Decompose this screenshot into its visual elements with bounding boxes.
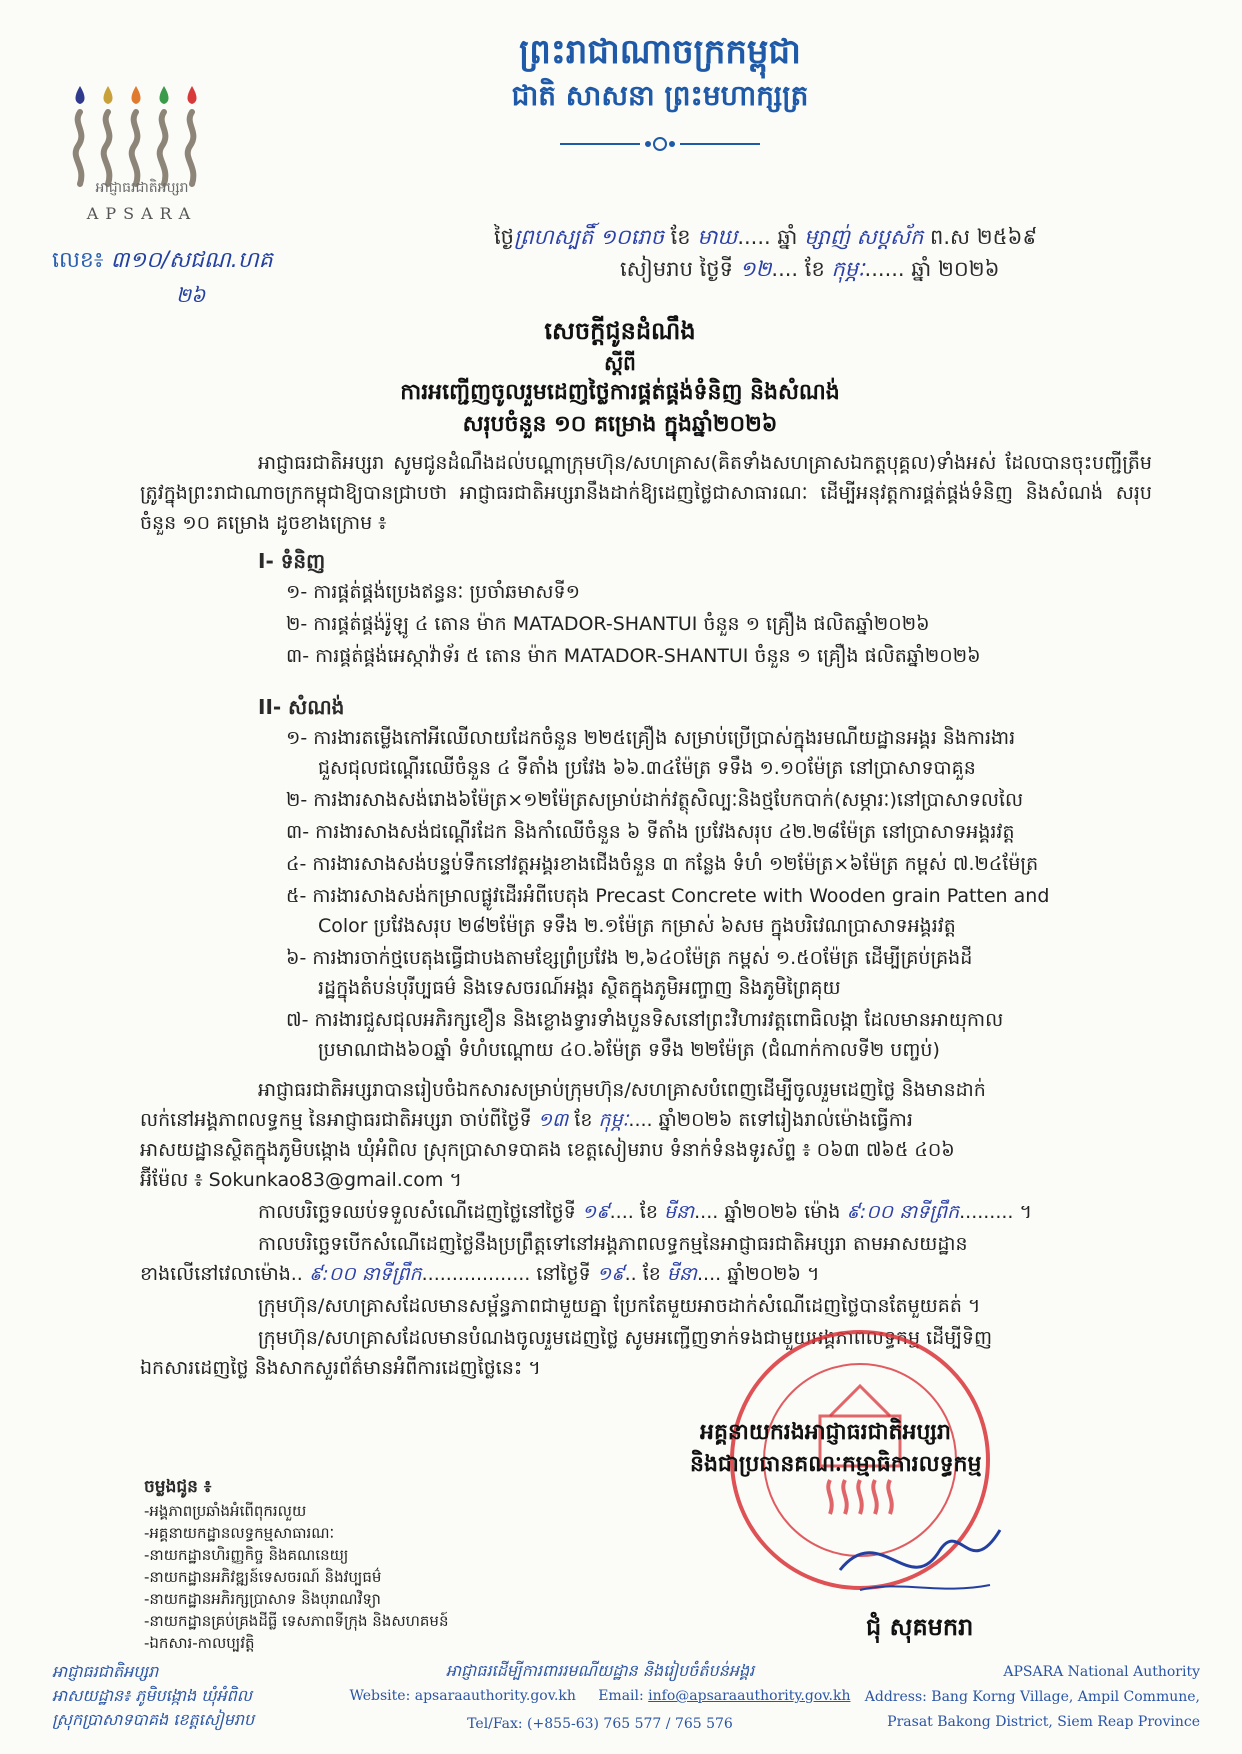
construction-item: ៤- ការងារសាងសង់បន្ទប់ទឹកនៅវត្តអង្គរខាងជើងចំនួន ៣ កន្លែង ទំហំ ១២ម៉ែត្រ×៦ម៉ែត្រ កម្ពស់ ៧.២៤ម៉ែត្រ — [286, 853, 1039, 875]
kingdom-title: ព្រះរាជាណាចក្រកម្ពុជា — [519, 32, 801, 72]
signatory-title: អគ្គនាយករងអាជ្ញាធរជាតិអប្សរា — [700, 1420, 951, 1445]
documents-sale-line: លក់នៅអង្គភាពលទ្ធកម្ម នៃអាជ្ញាធរជាតិអប្សរា ចាប់ពីថ្ងៃទី ១៣ ខែ កុម្ភៈ.... ឆ្នាំ២០២៦ តទៅរៀងរាល់ម៉ោងធ្វើការ — [140, 1109, 913, 1131]
footer-tel: Tel/Fax: (+855-63) 765 577 / 765 576 — [467, 1716, 733, 1732]
deadline-text: កាលបរិច្ឆេទឈប់ទទួលសំណើដេញថ្លៃនៅថ្ងៃទី — [258, 1201, 576, 1223]
intro-paragraph: អាជ្ញាធរជាតិអប្សរា សូមជូនដំណឹងដល់បណ្តាក្រុមហ៊ុន/សហគ្រាស(គិតទាំងសហគ្រាសឯកត្តបុគ្គល)ទាំងអស់ ដែលបានចុះបញ្ជីត្រឹមត្រូវក្នុងព្រះរាជាណាចក្រកម្ពុជាឱ្យបានជ្រាបថា អាជ្ញាធរជាតិអប្សរានឹងដាក់ឱ្យដេញថ្លៃជាសាធារណៈ ដើម្បីអនុវត្តការផ្គត់ផ្គង់ទំនិញ និងសំណង់ សរុបចំនួន ១០ គម្រោង ដូចខាងក្រោម ៖ — [140, 452, 1152, 534]
solar-month-label: ខែ — [804, 257, 825, 281]
solar-day: ១២ — [739, 257, 772, 281]
footer-left — [52, 1660, 254, 1732]
deadline-time: ៩:០០ នាទីព្រឹក — [846, 1201, 960, 1223]
construction-item: ៦- ការងារចាក់ថ្មបេតុងធ្វើជាបងតាមខ្សែព្រំប្រវែង ២,៦៤០ម៉ែត្រ កម្ពស់ ១.៥០ម៉ែត្រ ដើម្បីគ្រប់គ្រងដី — [286, 947, 973, 969]
solar-month: កុម្ភៈ — [831, 257, 865, 281]
footer-district-km: ស្រុកប្រាសាទបាគង ខេត្តសៀមរាប — [52, 1710, 255, 1729]
cc-item: -នាយកដ្ឋានហិរញ្ញកិច្ច និងគណនេយ្យ — [144, 1546, 349, 1564]
lunar-year: ម្សាញ់ សប្តស័ក — [804, 225, 924, 249]
opening-time-label: ខាងលើនៅវេលាម៉ោង — [140, 1263, 291, 1285]
reference-number — [52, 246, 273, 278]
section-construction-heading: II- សំណង់ — [258, 695, 345, 719]
construction-item: ២- ការងារសាងសង់រោង៦ម៉ែត្រ×១២ម៉ែត្រសម្រាប់ដាក់វត្ថុសិល្បៈនិងថ្មបែកបាក់(សម្ភារៈ)នៅប្រាសាទលលៃ — [286, 789, 1024, 811]
email-line: អ៊ីម៉ែល ៖ Sokunkao83@gmail.com ។ — [140, 1169, 462, 1191]
buddhist-era: ព.ស ២៥៦៩ — [930, 225, 1038, 249]
opening-month: មីនា — [666, 1263, 697, 1285]
opening-time-line: ខាងលើនៅវេលាម៉ោង.. ៩:០០ នាទីព្រឹក.................. នៅថ្ងៃទី ១៩.. ខែ មីនា.... ឆ្នាំ២០២៦ ។ — [140, 1263, 820, 1285]
notice-subject: ការអញ្ជើញចូលរួមដេញថ្លៃការផ្គត់ផ្គង់ទំនិញ និងសំណង់ — [400, 380, 840, 405]
footer-address-km: អាសយដ្ឋាន៖ ភូមិបង្កោង ឃុំអំពិល — [52, 1686, 253, 1705]
opening-day: ១៩ — [596, 1263, 625, 1285]
lunar-year-label: ឆ្នាំ — [777, 225, 798, 249]
logo-drops — [76, 86, 197, 104]
deadline-month: មីនា — [663, 1201, 695, 1223]
goods-item: ៣- ការផ្គត់ផ្គង់អេស្កាវ៉ាទ័រ ៥ តោន ម៉ាក MATADOR-SHANTUI ចំនួន ១ គ្រឿង ផលិតឆ្នាំ២០២៦ — [286, 645, 981, 667]
construction-item: ១- ការងារតម្លើងកៅអីឈើលាយដែកចំនួន ២២៥គ្រឿង សម្រាប់ប្រើប្រាស់ក្នុងរមណីយដ្ឋានអង្គរ និងការងារ — [286, 727, 1016, 749]
sale-text: លក់នៅអង្គភាពលទ្ធកម្ម នៃអាជ្ញាធរជាតិអប្សរា ចាប់ពីថ្ងៃទី — [140, 1109, 532, 1131]
opening-day-label: នៅថ្ងៃទី — [536, 1263, 591, 1285]
solar-date: សៀមរាប ថ្ងៃទី ១២.... ខែ កុម្ភៈ...... ឆ្នាំ ២០២៦ — [620, 257, 1000, 281]
footer-website[interactable]: Website: apsaraauthority.gov.kh — [349, 1688, 576, 1704]
signatory-role: និងជាប្រធានគណៈកម្មាធិការលទ្ធកម្ម — [690, 1452, 982, 1477]
cc-title: ចម្លងជូន ៖ — [144, 1477, 212, 1497]
solar-year-label: ឆ្នាំ — [911, 257, 932, 281]
affiliation-note: ក្រុមហ៊ុន/សហគ្រាសដែលមានសម្ព័ន្ធភាពជាមួយគ្នា ប្រែកតែមួយអាចដាក់សំណើដេញថ្លៃបានតែមួយគត់ ។ — [258, 1295, 981, 1317]
national-motto: ជាតិ សាសនា ព្រះមហាក្សត្រ — [511, 79, 809, 112]
divider-ornament — [560, 134, 760, 154]
cc-item: -អង្គភាពប្រឆាំងអំពើពុករលួយ — [144, 1502, 307, 1520]
solar-year: ២០២៦ — [937, 257, 1000, 281]
handwritten-signature — [820, 1500, 1020, 1610]
lunar-prefix: ថ្ងៃ — [494, 225, 514, 249]
deadline-end: ។ — [1019, 1201, 1033, 1223]
ref-suffix: ២៦ — [176, 283, 206, 307]
deadline-line: កាលបរិច្ឆេទឈប់ទទួលសំណើដេញថ្លៃនៅថ្ងៃទី ១៩.... ខែ មីនា.... ឆ្នាំ២០២៦ ម៉ោង ៩:០០ នាទីព្រឹក......... ។ — [258, 1201, 1033, 1223]
goods-item: ១- ការផ្គត់ផ្គង់ប្រេងឥន្ធនៈ ប្រចាំឆមាសទី១ — [286, 581, 580, 603]
section-goods-heading: I- ទំនិញ — [258, 549, 326, 573]
lunar-day: ព្រហស្បតិ៍ ១០រោច — [514, 225, 664, 249]
footer-mission: អាជ្ញាធរដើម្បីការពាររមណីយដ្ឋាន និងរៀបចំតំបន់អង្គរ — [445, 1661, 755, 1680]
opening-month-label: ខែ — [642, 1263, 661, 1285]
cc-item: -ឯកសារ-កាលប្បវត្តិ — [144, 1634, 255, 1652]
construction-item: ៧- ការងារជួសជុលអភិរក្សខឿន និងខ្លោងទ្វារទាំងបួនទិសនៅព្រះវិហារវត្តពោធិលង្កា ដែលមានអាយុកាល — [286, 1009, 1004, 1031]
contact-note: ក្រុមហ៊ុន/សហគ្រាសដែលមានបំណងចូលរួមដេញថ្លៃ សូមអញ្ជើញទាក់ទងជាមួយអង្គភាពលទ្ធកម្ម ដើម្បីទិញ — [258, 1327, 993, 1349]
lunar-date: ថ្ងៃព្រហស្បតិ៍ ១០រោច ខែ មាឃ..... ឆ្នាំ ម្សាញ់ សប្តស័ក ព.ស ២៥៦៩ — [494, 225, 1038, 249]
goods-item: ២- ការផ្គត់ផ្គង់រ៉ូឡូ ៤ តោន ម៉ាក MATADOR-SHANTUI ចំនួន ១ គ្រឿង ផលិតឆ្នាំ២០២៦ — [286, 613, 930, 635]
footer-email-label: Email: — [598, 1688, 644, 1704]
construction-item: ៥- ការងារសាងសង់កម្រាលផ្លូវដើរអំពីបេតុង Precast Concrete with Wooden grain Patten and — [286, 885, 1050, 907]
signatory-name: ជុំ សុគមករា — [866, 1613, 974, 1641]
lunar-month: មាឃ — [697, 225, 738, 249]
opening-year-text: ឆ្នាំ២០២៦ ។ — [727, 1263, 820, 1285]
logo-name: APSARA — [86, 204, 198, 223]
footer-district-en: Prasat Bakong District, Siem Reap Province — [887, 1714, 1200, 1730]
solar-prefix: សៀមរាប ថ្ងៃទី — [620, 257, 733, 281]
construction-item-cont: ប្រមាណជាង៦០ឆ្នាំ ទំហំបណ្តោយ ៤០.៦ម៉ែត្រ ទទឹង ២២ម៉ែត្រ (ជំណាក់កាលទី២ បញ្ចប់) — [318, 1039, 940, 1061]
cc-item: -នាយកដ្ឋានគ្រប់គ្រងដីធ្លី ទេសភាពទីក្រុង និងសហគមន៍ — [144, 1612, 449, 1630]
deadline-year-text: ឆ្នាំ២០២៦ ម៉ោង — [724, 1201, 841, 1223]
notice-subject-label: ស្តីពី — [604, 351, 636, 375]
deadline-day: ១៩ — [581, 1201, 610, 1223]
lunar-month-label: ខែ — [670, 225, 691, 249]
ref-label: លេខ៖ — [52, 248, 104, 273]
footer-right — [820, 1660, 1200, 1735]
contact-note-cont: ឯកសារដេញថ្លៃ និងសាកសួរព័ត៌មានអំពីការដេញថ្លៃនេះ ។ — [140, 1357, 541, 1379]
sale-day: ១៣ — [537, 1109, 569, 1131]
footer-address-en: Address: Bang Korng Village, Ampil Commune, — [864, 1689, 1200, 1705]
construction-item: ៣- ការងារសាងសង់ជណ្តើរដែក និងកាំឈើចំនួន ៦ ទីតាំង ប្រវែងសរុប ៤២.២៨ម៉ែត្រ នៅប្រាសាទអង្គរវត្ត — [286, 821, 1015, 843]
construction-item-cont: រដ្ឋក្នុងតំបន់បុរីប្បធម៌ និងទេសចរណ៍អង្គរ ស្ថិតក្នុងភូមិអញ្ចាញ និងភូមិព្រៃគុយ — [318, 977, 841, 999]
deadline-month-label: ខែ — [639, 1201, 658, 1223]
address-phone-line: អាសយដ្ឋានស្ថិតក្នុងភូមិបង្កោង ឃុំអំពិល ស្រុកប្រាសាទបាគង ខេត្តសៀមរាប ទំនាក់ទំនងទូរស័ព្ទ ៖ ០៦៣ ៧៦៥ ៤០៦ — [140, 1139, 955, 1161]
opening-line: កាលបរិច្ឆេទបើកសំណើដេញថ្លៃនឹងប្រព្រឹត្តទៅនៅអង្គភាពលទ្ធកម្មនៃអាជ្ញាធរជាតិអប្សរា តាមអាសយដ្ឋាន — [258, 1233, 968, 1255]
opening-time: ៩:០០ នាទីព្រឹក — [308, 1263, 422, 1285]
cc-item: -នាយកដ្ឋានអភិវឌ្ឍន៍ទេសចរណ៍ និងវប្បធម៌ — [144, 1568, 382, 1586]
sale-year-text: ឆ្នាំ២០២៦ តទៅរៀងរាល់ម៉ោងធ្វើការ — [658, 1109, 913, 1131]
construction-item-cont: ជួសជុលជណ្តើរឈើចំនួន ៤ ទីតាំង ប្រវែង ៦៦.៣៤ម៉ែត្រ ទទឹង ១.១០ម៉ែត្រ នៅប្រាសាទបាគួន — [318, 757, 976, 779]
cc-item: -នាយកដ្ឋានអភិរក្សប្រាសាទ និងបុរាណវិទ្យា — [144, 1590, 381, 1608]
footer-org-km: អាជ្ញាធរជាតិអប្សរា — [52, 1662, 159, 1681]
notice-title: សេចក្តីជូនដំណឹង — [544, 317, 696, 345]
cc-item: -អគ្គនាយកដ្ឋានលទ្ធកម្មសាធារណៈ — [144, 1524, 335, 1542]
footer-email-link[interactable]: info@apsaraauthority.gov.kh — [648, 1688, 851, 1704]
sale-month-label: ខែ — [574, 1109, 593, 1131]
ref-number: ៣១០/សជណ.ហគ — [110, 248, 273, 273]
documents-paragraph: អាជ្ញាធរជាតិអប្សរាបានរៀបចំឯកសារសម្រាប់ក្រុមហ៊ុន/សហគ្រាសបំពេញដើម្បីចូលរួមដេញថ្លៃ និងមានដាក់ — [258, 1079, 986, 1101]
notice-subject-total: សរុបចំនួន ១០ គម្រោង ក្នុងឆ្នាំ២០២៦ — [462, 412, 778, 437]
construction-item-cont: Color ប្រវែងសរុប ២៨២ម៉ែត្រ ទទឹង ២.១ម៉ែត្រ កម្រាស់ ៦សម ក្នុងបរិវេណប្រាសាទអង្គរវត្ត — [318, 915, 956, 937]
logo-caption: អាជ្ញាធរជាតិអប្សរា — [95, 180, 189, 196]
footer-contacts — [300, 1688, 900, 1704]
footer-org-en: APSARA National Authority — [1003, 1664, 1200, 1680]
sale-month: កុម្ភៈ — [598, 1109, 629, 1131]
